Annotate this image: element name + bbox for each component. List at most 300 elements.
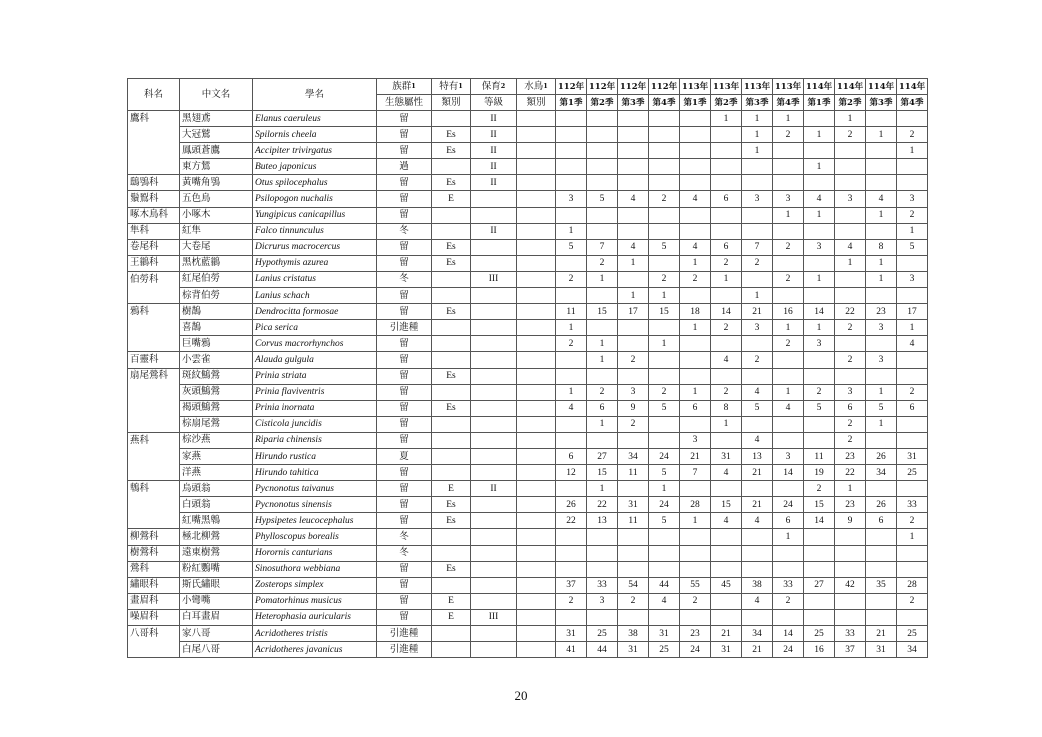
count-cell <box>556 432 587 448</box>
count-cell: 2 <box>835 352 866 368</box>
scientific-name-cell: Pomatorhinus musicus <box>253 593 377 609</box>
count-cell <box>773 432 804 448</box>
count-cell: 25 <box>897 465 928 481</box>
scientific-name-cell: Alauda gulgula <box>253 352 377 368</box>
water-bird-cell <box>517 545 556 561</box>
count-cell: 1 <box>680 513 711 529</box>
table-row <box>128 642 928 658</box>
table-row <box>128 352 928 368</box>
family-cell: 柳鶯科 <box>128 529 180 545</box>
count-cell <box>618 561 649 577</box>
count-cell: 16 <box>804 642 835 658</box>
count-cell: 23 <box>866 304 897 320</box>
family-cell <box>128 320 180 336</box>
endemic-cell <box>432 271 471 287</box>
count-cell: 7 <box>680 465 711 481</box>
count-cell: 4 <box>711 513 742 529</box>
chinese-name-cell: 烏頭翁 <box>180 481 253 497</box>
count-cell: 1 <box>680 384 711 400</box>
count-cell <box>897 352 928 368</box>
scientific-name-cell: Hypsipetes leucocephalus <box>253 513 377 529</box>
count-cell <box>835 529 866 545</box>
header-protect-sub: 等級 <box>471 95 517 111</box>
status-cell: 引進種 <box>377 642 432 658</box>
count-cell <box>618 207 649 223</box>
scientific-name-cell: Cisticola juncidis <box>253 416 377 432</box>
count-cell <box>680 223 711 239</box>
count-cell: 31 <box>866 642 897 658</box>
count-cell <box>742 561 773 577</box>
count-cell: 5 <box>649 400 680 416</box>
count-cell: 2 <box>618 593 649 609</box>
count-cell <box>897 175 928 191</box>
count-cell <box>835 207 866 223</box>
family-cell: 鬚鴷科 <box>128 191 180 207</box>
count-cell: 27 <box>587 448 618 464</box>
table-row <box>128 336 928 352</box>
count-cell <box>680 288 711 304</box>
footnote-mark: 1 <box>458 81 463 90</box>
count-cell <box>804 368 835 384</box>
page-number: 20 <box>514 688 528 703</box>
water-bird-cell <box>517 465 556 481</box>
header-year: 113年 <box>711 79 742 95</box>
count-cell: 1 <box>897 320 928 336</box>
family-cell <box>128 288 180 304</box>
scientific-name-cell: Prinia striata <box>253 368 377 384</box>
count-cell: 19 <box>804 465 835 481</box>
endemic-cell <box>432 207 471 223</box>
status-cell: 留 <box>377 481 432 497</box>
protect-cell: II <box>471 223 517 239</box>
family-cell: 王鶲科 <box>128 255 180 271</box>
count-cell: 1 <box>556 223 587 239</box>
protect-cell <box>471 432 517 448</box>
count-cell <box>804 255 835 271</box>
count-cell <box>835 143 866 159</box>
header-quarter: 第3季 <box>742 95 773 111</box>
count-cell <box>618 111 649 127</box>
family-cell: 鴟鴞科 <box>128 175 180 191</box>
water-bird-cell <box>517 481 556 497</box>
count-cell: 24 <box>649 497 680 513</box>
count-cell: 1 <box>897 223 928 239</box>
count-cell <box>866 593 897 609</box>
count-cell <box>618 432 649 448</box>
header-quarter: 第1季 <box>680 95 711 111</box>
count-cell: 3 <box>866 320 897 336</box>
count-cell: 2 <box>773 336 804 352</box>
chinese-name-cell: 極北柳鶯 <box>180 529 253 545</box>
chinese-name-cell: 棕背伯勞 <box>180 288 253 304</box>
count-cell <box>866 223 897 239</box>
protect-cell <box>471 288 517 304</box>
count-cell <box>587 368 618 384</box>
count-cell <box>866 609 897 625</box>
count-cell <box>897 432 928 448</box>
header-quarter: 第4季 <box>649 95 680 111</box>
count-cell: 3 <box>866 352 897 368</box>
count-cell <box>649 111 680 127</box>
count-cell: 7 <box>742 239 773 255</box>
count-cell <box>587 207 618 223</box>
count-cell <box>835 336 866 352</box>
family-cell: 八哥科 <box>128 626 180 642</box>
family-cell: 百靈科 <box>128 352 180 368</box>
count-cell: 15 <box>587 304 618 320</box>
table-row <box>128 465 928 481</box>
count-cell: 4 <box>742 593 773 609</box>
count-cell <box>711 609 742 625</box>
count-cell: 13 <box>587 513 618 529</box>
count-cell <box>556 127 587 143</box>
water-bird-cell <box>517 593 556 609</box>
count-cell: 1 <box>897 143 928 159</box>
table-body <box>128 111 928 658</box>
header-quarter: 第1季 <box>556 95 587 111</box>
scientific-name-cell: Riparia chinensis <box>253 432 377 448</box>
endemic-cell <box>432 159 471 175</box>
count-cell: 6 <box>711 239 742 255</box>
water-bird-cell <box>517 175 556 191</box>
count-cell <box>742 416 773 432</box>
chinese-name-cell: 家燕 <box>180 448 253 464</box>
count-cell <box>587 175 618 191</box>
count-cell: 4 <box>711 352 742 368</box>
count-cell <box>866 159 897 175</box>
count-cell <box>587 111 618 127</box>
count-cell <box>773 561 804 577</box>
header-year: 113年 <box>680 79 711 95</box>
table-row <box>128 271 928 287</box>
protect-cell <box>471 191 517 207</box>
count-cell: 3 <box>556 191 587 207</box>
count-cell: 4 <box>711 465 742 481</box>
protect-cell <box>471 561 517 577</box>
count-cell: 4 <box>556 400 587 416</box>
count-cell: 5 <box>649 513 680 529</box>
count-cell <box>556 529 587 545</box>
count-cell <box>680 143 711 159</box>
count-cell: 8 <box>711 400 742 416</box>
count-cell: 4 <box>742 432 773 448</box>
chinese-name-cell: 洋燕 <box>180 465 253 481</box>
count-cell <box>773 416 804 432</box>
status-cell: 留 <box>377 191 432 207</box>
header-status <box>377 79 432 95</box>
water-bird-cell <box>517 448 556 464</box>
endemic-cell <box>432 111 471 127</box>
endemic-cell <box>432 529 471 545</box>
water-bird-cell <box>517 288 556 304</box>
family-cell: 燕科 <box>128 432 180 448</box>
endemic-cell <box>432 384 471 400</box>
count-cell: 17 <box>618 304 649 320</box>
status-cell: 留 <box>377 416 432 432</box>
status-cell: 留 <box>377 207 432 223</box>
count-cell: 44 <box>587 642 618 658</box>
count-cell <box>556 368 587 384</box>
family-cell <box>128 384 180 400</box>
protect-cell <box>471 255 517 271</box>
count-cell: 1 <box>587 271 618 287</box>
count-cell: 6 <box>587 400 618 416</box>
count-cell: 45 <box>711 577 742 593</box>
count-cell <box>556 207 587 223</box>
count-cell <box>866 561 897 577</box>
protect-cell: II <box>471 111 517 127</box>
count-cell: 31 <box>649 626 680 642</box>
count-cell <box>711 432 742 448</box>
count-cell <box>587 561 618 577</box>
count-cell: 1 <box>804 127 835 143</box>
count-cell: 1 <box>587 336 618 352</box>
status-cell: 留 <box>377 432 432 448</box>
count-cell: 2 <box>556 593 587 609</box>
count-cell: 5 <box>556 239 587 255</box>
family-cell: 鴉科 <box>128 304 180 320</box>
count-cell: 25 <box>587 626 618 642</box>
count-cell: 21 <box>680 448 711 464</box>
count-cell <box>897 368 928 384</box>
count-cell <box>556 481 587 497</box>
count-cell: 5 <box>649 239 680 255</box>
count-cell: 22 <box>835 465 866 481</box>
count-cell: 27 <box>804 577 835 593</box>
count-cell <box>587 432 618 448</box>
count-cell: 4 <box>649 593 680 609</box>
count-cell: 2 <box>835 416 866 432</box>
count-cell: 2 <box>742 255 773 271</box>
count-cell <box>711 288 742 304</box>
count-cell: 31 <box>618 642 649 658</box>
count-cell <box>742 271 773 287</box>
count-cell: 1 <box>804 271 835 287</box>
count-cell: 16 <box>773 304 804 320</box>
count-cell <box>835 561 866 577</box>
status-cell: 留 <box>377 561 432 577</box>
count-cell: 2 <box>711 320 742 336</box>
family-cell: 伯勞科 <box>128 271 180 287</box>
protect-cell <box>471 239 517 255</box>
count-cell: 1 <box>773 320 804 336</box>
count-cell <box>649 159 680 175</box>
count-cell: 2 <box>680 271 711 287</box>
count-cell: 2 <box>804 481 835 497</box>
header-quarter: 第4季 <box>897 95 928 111</box>
protect-cell <box>471 529 517 545</box>
table-row <box>128 111 928 127</box>
count-cell <box>649 127 680 143</box>
count-cell <box>649 368 680 384</box>
count-cell: 23 <box>835 497 866 513</box>
count-cell <box>897 255 928 271</box>
water-bird-cell <box>517 255 556 271</box>
count-cell: 1 <box>556 384 587 400</box>
count-cell <box>680 175 711 191</box>
count-cell: 6 <box>866 513 897 529</box>
scientific-name-cell: Dicrurus macrocercus <box>253 239 377 255</box>
family-cell: 隼科 <box>128 223 180 239</box>
table-row <box>128 239 928 255</box>
count-cell: 1 <box>711 111 742 127</box>
count-cell <box>711 336 742 352</box>
endemic-cell: E <box>432 609 471 625</box>
family-cell <box>128 642 180 658</box>
header-endemic-sub: 類別 <box>432 95 471 111</box>
protect-cell <box>471 320 517 336</box>
protect-cell <box>471 545 517 561</box>
protect-cell: III <box>471 271 517 287</box>
count-cell <box>680 529 711 545</box>
header-year: 113年 <box>773 79 804 95</box>
count-cell: 4 <box>680 191 711 207</box>
table-row <box>128 545 928 561</box>
count-cell: 4 <box>773 400 804 416</box>
family-cell <box>128 465 180 481</box>
water-bird-cell <box>517 207 556 223</box>
count-cell: 33 <box>835 626 866 642</box>
count-cell: 1 <box>742 127 773 143</box>
count-cell: 21 <box>711 626 742 642</box>
header-year: 112年 <box>556 79 587 95</box>
scientific-name-cell: Hypothymis azurea <box>253 255 377 271</box>
count-cell: 33 <box>897 497 928 513</box>
scientific-name-cell: Psilopogon nuchalis <box>253 191 377 207</box>
count-cell <box>897 111 928 127</box>
count-cell: 2 <box>711 384 742 400</box>
count-cell: 2 <box>897 127 928 143</box>
count-cell <box>897 416 928 432</box>
count-cell: 37 <box>556 577 587 593</box>
chinese-name-cell: 紅尾伯勞 <box>180 271 253 287</box>
count-cell: 6 <box>773 513 804 529</box>
endemic-cell <box>432 448 471 464</box>
endemic-cell: Es <box>432 239 471 255</box>
protect-cell <box>471 336 517 352</box>
count-cell: 14 <box>773 465 804 481</box>
count-cell <box>618 175 649 191</box>
chinese-name-cell: 黑翅鳶 <box>180 111 253 127</box>
count-cell <box>587 529 618 545</box>
count-cell: 3 <box>618 384 649 400</box>
count-cell <box>618 529 649 545</box>
count-cell: 24 <box>680 642 711 658</box>
scientific-name-cell: Otus spilocephalus <box>253 175 377 191</box>
count-cell: 11 <box>618 513 649 529</box>
count-cell: 1 <box>587 352 618 368</box>
count-cell: 2 <box>649 191 680 207</box>
footnote-mark: 1 <box>543 81 548 90</box>
count-cell: 34 <box>866 465 897 481</box>
header-water <box>517 79 556 95</box>
endemic-cell <box>432 416 471 432</box>
endemic-cell <box>432 626 471 642</box>
count-cell: 35 <box>866 577 897 593</box>
count-cell: 1 <box>742 288 773 304</box>
count-cell <box>835 288 866 304</box>
count-cell <box>804 609 835 625</box>
header-quarter: 第2季 <box>835 95 866 111</box>
count-cell: 2 <box>897 207 928 223</box>
count-cell: 1 <box>649 481 680 497</box>
count-cell: 1 <box>649 336 680 352</box>
count-cell <box>773 609 804 625</box>
family-cell <box>128 497 180 513</box>
count-cell: 3 <box>742 191 773 207</box>
protect-cell <box>471 513 517 529</box>
table-row <box>128 609 928 625</box>
count-cell <box>835 609 866 625</box>
chinese-name-cell: 大卷尾 <box>180 239 253 255</box>
endemic-cell: Es <box>432 175 471 191</box>
count-cell <box>556 159 587 175</box>
count-cell: 31 <box>556 626 587 642</box>
count-cell <box>711 127 742 143</box>
table-row <box>128 448 928 464</box>
count-cell: 34 <box>897 642 928 658</box>
count-cell <box>866 175 897 191</box>
count-cell: 4 <box>897 336 928 352</box>
count-cell: 22 <box>835 304 866 320</box>
status-cell: 留 <box>377 384 432 400</box>
count-cell <box>742 481 773 497</box>
endemic-cell: Es <box>432 400 471 416</box>
chinese-name-cell: 小雲雀 <box>180 352 253 368</box>
count-cell <box>804 529 835 545</box>
endemic-cell <box>432 465 471 481</box>
protect-cell <box>471 384 517 400</box>
count-cell <box>711 529 742 545</box>
count-cell: 4 <box>618 239 649 255</box>
count-cell <box>804 593 835 609</box>
count-cell: 23 <box>835 448 866 464</box>
status-cell: 留 <box>377 127 432 143</box>
count-cell <box>711 143 742 159</box>
scientific-name-cell: Accipiter trivirgatus <box>253 143 377 159</box>
scientific-name-cell: Sinosuthora webbiana <box>253 561 377 577</box>
scientific-name-cell: Lanius schach <box>253 288 377 304</box>
header-water-sub: 類別 <box>517 95 556 111</box>
water-bird-cell <box>517 642 556 658</box>
count-cell: 2 <box>835 432 866 448</box>
count-cell: 1 <box>680 320 711 336</box>
count-cell: 2 <box>897 593 928 609</box>
count-cell <box>835 593 866 609</box>
count-cell <box>556 545 587 561</box>
count-cell: 4 <box>742 384 773 400</box>
protect-cell <box>471 497 517 513</box>
count-cell <box>742 223 773 239</box>
count-cell: 14 <box>711 304 742 320</box>
family-cell <box>128 448 180 464</box>
count-cell: 24 <box>649 448 680 464</box>
scientific-name-cell: Lanius cristatus <box>253 271 377 287</box>
count-cell <box>804 223 835 239</box>
chinese-name-cell: 斑紋鷦鶯 <box>180 368 253 384</box>
count-cell <box>556 288 587 304</box>
count-cell: 24 <box>773 642 804 658</box>
water-bird-cell <box>517 127 556 143</box>
header-year: 112年 <box>587 79 618 95</box>
count-cell: 2 <box>711 255 742 271</box>
count-cell <box>897 159 928 175</box>
count-cell <box>773 352 804 368</box>
count-cell <box>866 432 897 448</box>
water-bird-cell <box>517 577 556 593</box>
scientific-name-cell: Pycnonotus taivanus <box>253 481 377 497</box>
count-cell: 2 <box>680 593 711 609</box>
